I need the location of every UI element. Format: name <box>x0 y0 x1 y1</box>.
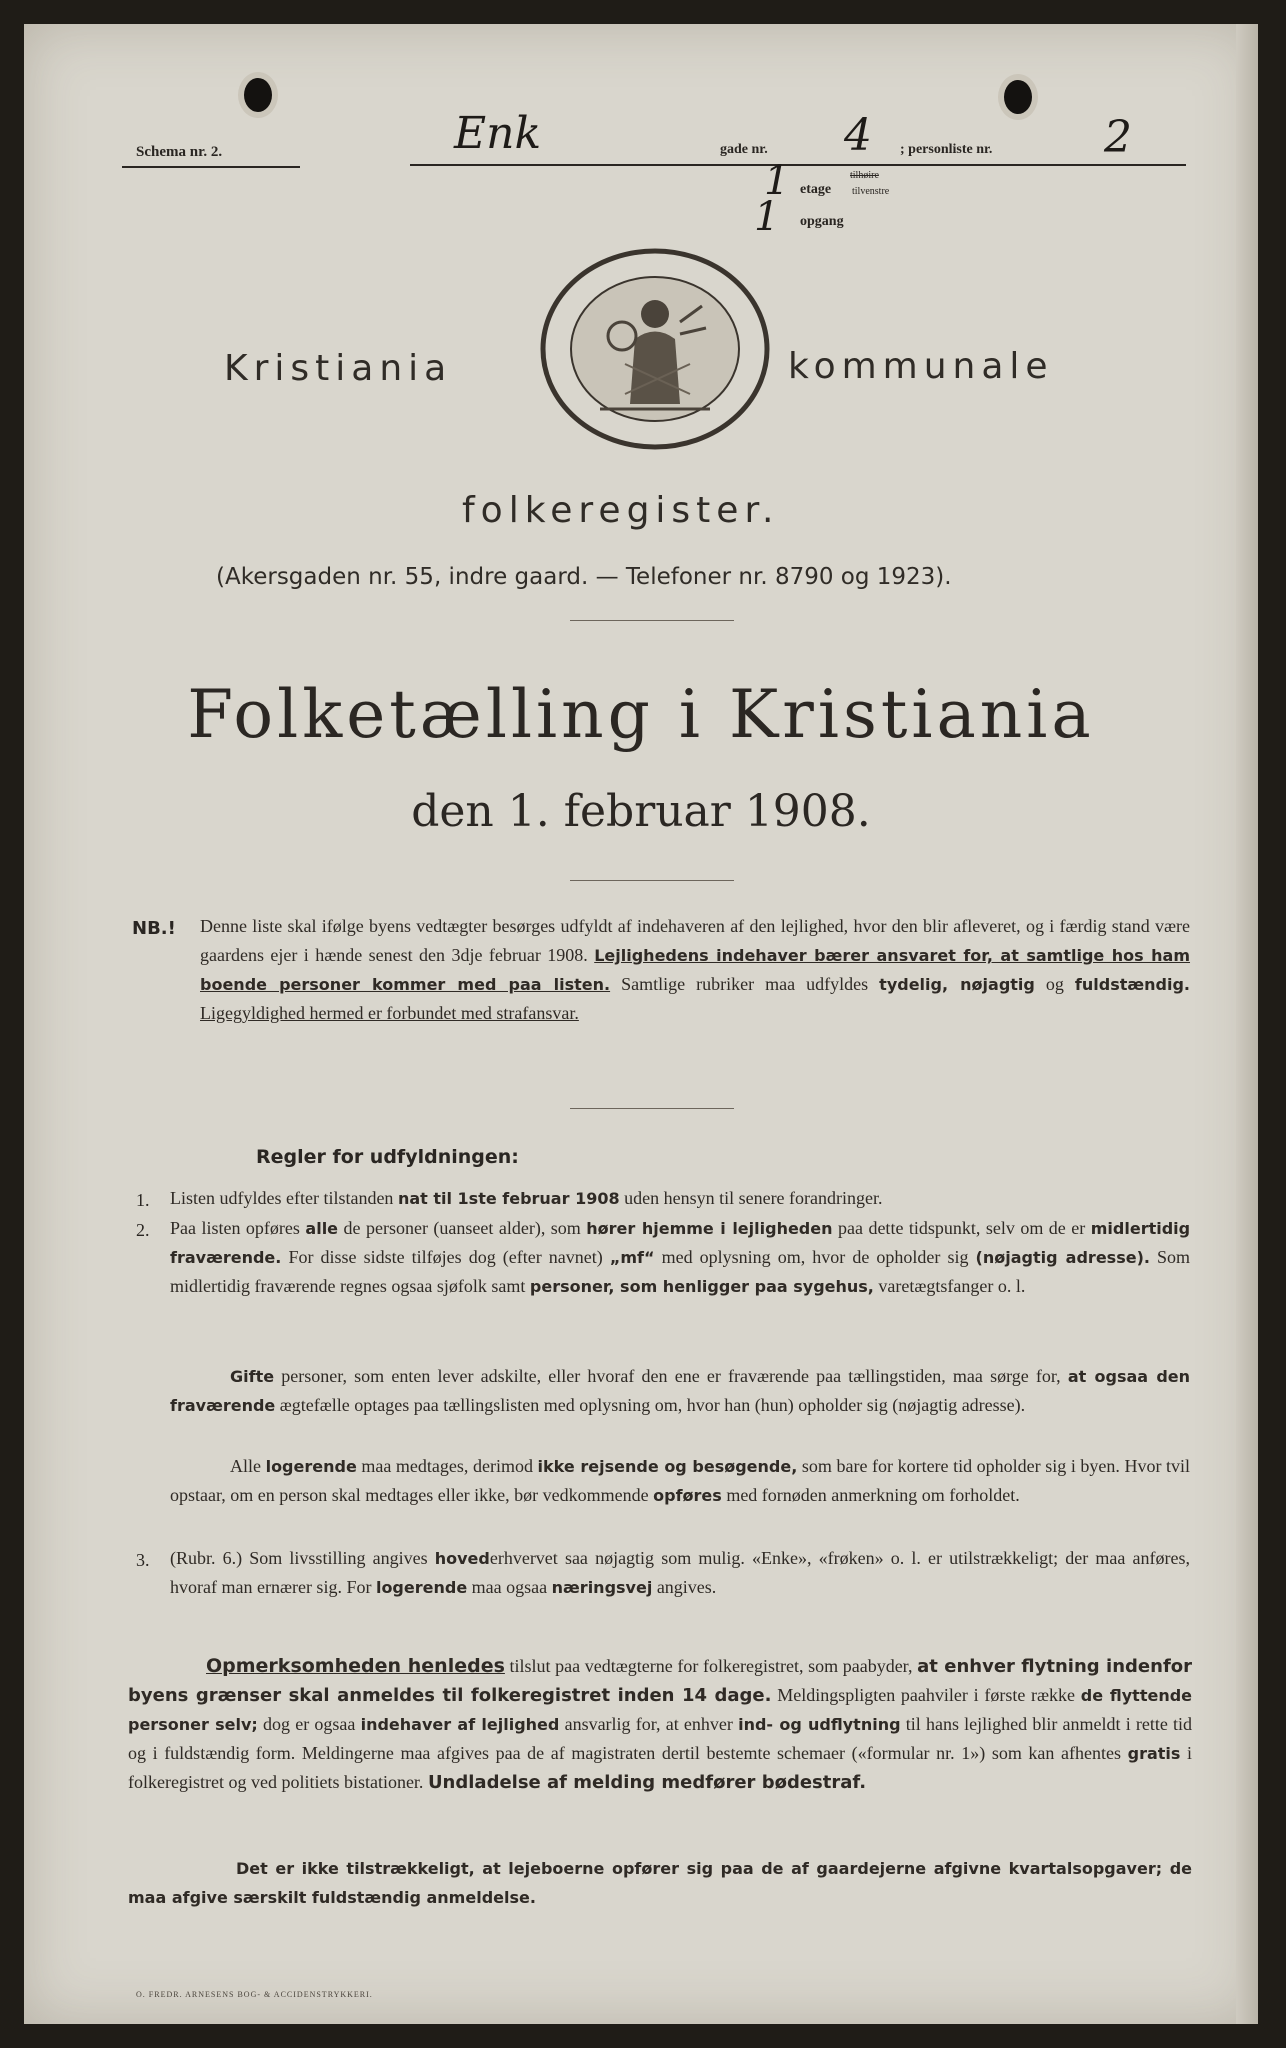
notice-text-6: i folkeregistret og ved politiets bistationer. <box>128 1743 1193 1792</box>
rule-3-text-e: maa ogsaa <box>471 1577 548 1597</box>
notice-text-2: Meldingspligten paahviler i første række <box>777 1685 1076 1705</box>
rule-3-bold-b: hoved <box>434 1549 490 1568</box>
rules-heading: Regler for udfyldningen: <box>256 1146 519 1168</box>
logerende-text-3: maa medtages, derimod <box>361 1456 533 1476</box>
gifte-text-2: ægtefælle optages paa tællingslisten med oplysning om, hvor han (hun) opholder sig (nøjagtig adresse). <box>279 1395 1026 1415</box>
rule-2-text-k: Som midlertidig fraværende regnes ogsaa sjøfolk samt <box>170 1247 1191 1296</box>
nb-text-1: Denne liste skal ifølge byens vedtægter besørges udfyldt af indehaveren af den lejlighed, hvor den blir afleveret, og i færdig stand være gaardens ejer i hænde senest den 3dje februar 1908. <box>200 916 1190 965</box>
nb-bold-1: Lejlighedens indehaver bærer ansvaret for, at samtlige hos ham boende personer kommer med paa listen. <box>200 946 1191 994</box>
logerende-text-7: med fornøden anmerkning om forholdet. <box>726 1485 1020 1505</box>
rule-2-bold-j: (nøjagtig adresse). <box>975 1248 1150 1267</box>
schema-number: Schema nr. 2. <box>136 144 223 160</box>
handwritten-opgang: 1 <box>754 194 780 240</box>
personliste-label: ; personliste nr. <box>900 142 993 157</box>
heading-left: Kristiania <box>224 348 453 389</box>
rule-2-text-g: For disse sidste tilføjes dog (efter navnet) <box>288 1247 603 1267</box>
gade-label: gade nr. <box>720 142 768 157</box>
heading-right: kommunale <box>788 346 1054 387</box>
notice-bold-6: Undladelse af melding medfører bødestraf. <box>427 1772 867 1793</box>
rule-3 <box>170 1544 1190 1602</box>
rule-2-bold-d: hører hjemme i lejligheden <box>586 1219 833 1238</box>
divider <box>570 620 734 621</box>
side-struck: tilhøire <box>850 170 879 181</box>
notice-lead: Opmerksomheden henledes <box>206 1655 505 1677</box>
rule-2-gifte <box>170 1362 1190 1420</box>
rule-2 <box>170 1214 1190 1301</box>
schema-underline <box>122 166 300 168</box>
rule-3-text-a: (Rubr. 6.) Som livsstilling angives <box>170 1548 428 1568</box>
nb-text-4: Ligegyldighed hermed er forbundet med strafansvar. <box>200 1003 579 1023</box>
logerende-text-1: Alle <box>230 1456 261 1476</box>
notice-bold-4: ind- og udflytning <box>738 1715 901 1734</box>
handwritten-gade-nr: 4 <box>844 110 872 161</box>
logerende-bold-6: opføres <box>653 1486 722 1505</box>
rule-1-text: Listen udfyldes efter tilstanden <box>170 1188 394 1208</box>
rule-3-bold-d: logerende <box>375 1578 468 1597</box>
rule-3-text-g: angives. <box>656 1577 717 1597</box>
nb-bold-3: fuldstændig. <box>1074 975 1191 994</box>
notice-last <box>128 1854 1192 1912</box>
opgang-label: opgang <box>800 214 844 229</box>
census-form-page <box>24 24 1258 2024</box>
office-address: (Akersgaden nr. 55, indre gaard. — Telefoner nr. 8790 og 1923). <box>216 564 952 590</box>
punch-hole-right <box>1004 80 1032 114</box>
notice-paragraph <box>128 1652 1192 1797</box>
notice-text-4: ansvarlig for, at enhver <box>564 1714 733 1734</box>
notice-bold-2: de flyttende personer selv; <box>128 1686 1193 1734</box>
rule-2-text-a: Paa listen opføres <box>170 1218 300 1238</box>
rule-3-text-c: erhvervet saa nøjagtig som mulig. «Enke», «frøken» o. l. er utilstrækkeligt; der maa anføres, hvoraf man ernærer sig. For <box>170 1548 1190 1597</box>
logerende-text-5: som bare for kortere tid opholder sig i byen. Hvor tvil opstaar, om en person skal medtages eller ikke, bør vedkommende <box>170 1456 1191 1505</box>
rule-2-text-m: varetægtsfanger o. l. <box>878 1276 1026 1296</box>
handwritten-personliste-nr: 2 <box>1104 112 1132 163</box>
rule-3-bold-f: næringsvej <box>551 1578 653 1597</box>
rule-1-bold: nat til 1ste februar 1908 <box>397 1189 620 1208</box>
notice-bold-5: gratis <box>1127 1744 1181 1763</box>
rule-2-bold-f: midlertidig fraværende. <box>170 1219 1191 1267</box>
notice-text-5: til hans lejlighed blir anmeldt i rette tid og i fuldstændig form. Meldingerne maa afgives paa de af magistraten dertil bestemte schemaer («formular nr. 1») som kan afhentes <box>128 1714 1193 1763</box>
gifte-bold-2: at ogsaa den fraværende <box>170 1367 1191 1415</box>
rule-2-text-c: de personer (uanseet alder), som <box>343 1218 581 1238</box>
heading-center: folkeregister. <box>462 490 780 531</box>
side-below: tilvenstre <box>852 186 890 197</box>
divider <box>570 1108 734 1109</box>
rule-1 <box>170 1184 1190 1213</box>
rule-2-bold-h: „mf“ <box>609 1248 655 1267</box>
municipal-seal-icon <box>530 244 780 454</box>
main-title: Folketælling i Kristiania <box>187 676 1095 753</box>
handwritten-etage: 1 <box>764 158 790 204</box>
logerende-bold-4: ikke rejsende og besøgende, <box>537 1457 798 1476</box>
nb-text-3: og <box>1045 974 1064 994</box>
notice-last-text: Det er ikke tilstrækkeligt, at lejeboerne opfører sig paa de af gaardejerne afgivne kvartalsopgaver; de maa afgive særskilt fuldstændig anmeldelse. <box>128 1859 1192 1907</box>
handwritten-street: Enk <box>454 108 542 159</box>
rule-number-2: 2. <box>136 1220 150 1240</box>
rule-number-3: 3. <box>136 1550 150 1570</box>
nb-text-2: Samtlige rubriker maa udfyldes <box>621 974 869 994</box>
rule-2-bold-b: alle <box>305 1219 339 1238</box>
header-underline <box>410 164 1186 166</box>
etage-label: etage <box>800 182 832 197</box>
gifte-text: personer, som enten lever adskilte, eller hvoraf den ene er fraværende paa tællingstiden, maa sørge for, <box>281 1366 1061 1386</box>
gifte-bold: Gifte <box>230 1367 275 1386</box>
nb-paragraph <box>200 912 1190 1028</box>
punch-hole-left <box>244 78 272 112</box>
rule-2-logerende <box>170 1452 1190 1510</box>
rule-2-text-e: paa dette tidspunkt, selv om de er <box>838 1218 1086 1238</box>
printer-imprint: O. FREDR. ARNESENS BOG- & ACCIDENSTRYKKERI. <box>136 1990 373 1999</box>
rule-2-text-i: med oplysning om, hvor de opholder sig <box>661 1247 969 1267</box>
logerende-bold-2: logerende <box>265 1457 357 1476</box>
page-edge <box>1236 24 1258 2024</box>
rule-1-text-end: uden hensyn til senere forandringer. <box>624 1188 883 1208</box>
nb-label: NB.! <box>132 918 176 939</box>
notice-bold-1: at enhver flytning indenfor byens grænser skal anmeldes til folkeregistret inden 14 dage. <box>128 1656 1193 1706</box>
census-date: den 1. februar 1908. <box>411 786 871 837</box>
notice-bold-3: indehaver af lejlighed <box>360 1715 560 1734</box>
rule-number-1: 1. <box>136 1190 150 1210</box>
nb-bold-2: tydelig, nøjagtig <box>879 975 1035 994</box>
divider <box>570 880 734 881</box>
notice-text-1: tilslut paa vedtægterne for folkeregistret, som paabyder, <box>509 1656 913 1676</box>
notice-text-3: dog er ogsaa <box>263 1714 356 1734</box>
rule-2-bold-l: personer, som henligger paa sygehus, <box>529 1277 874 1296</box>
